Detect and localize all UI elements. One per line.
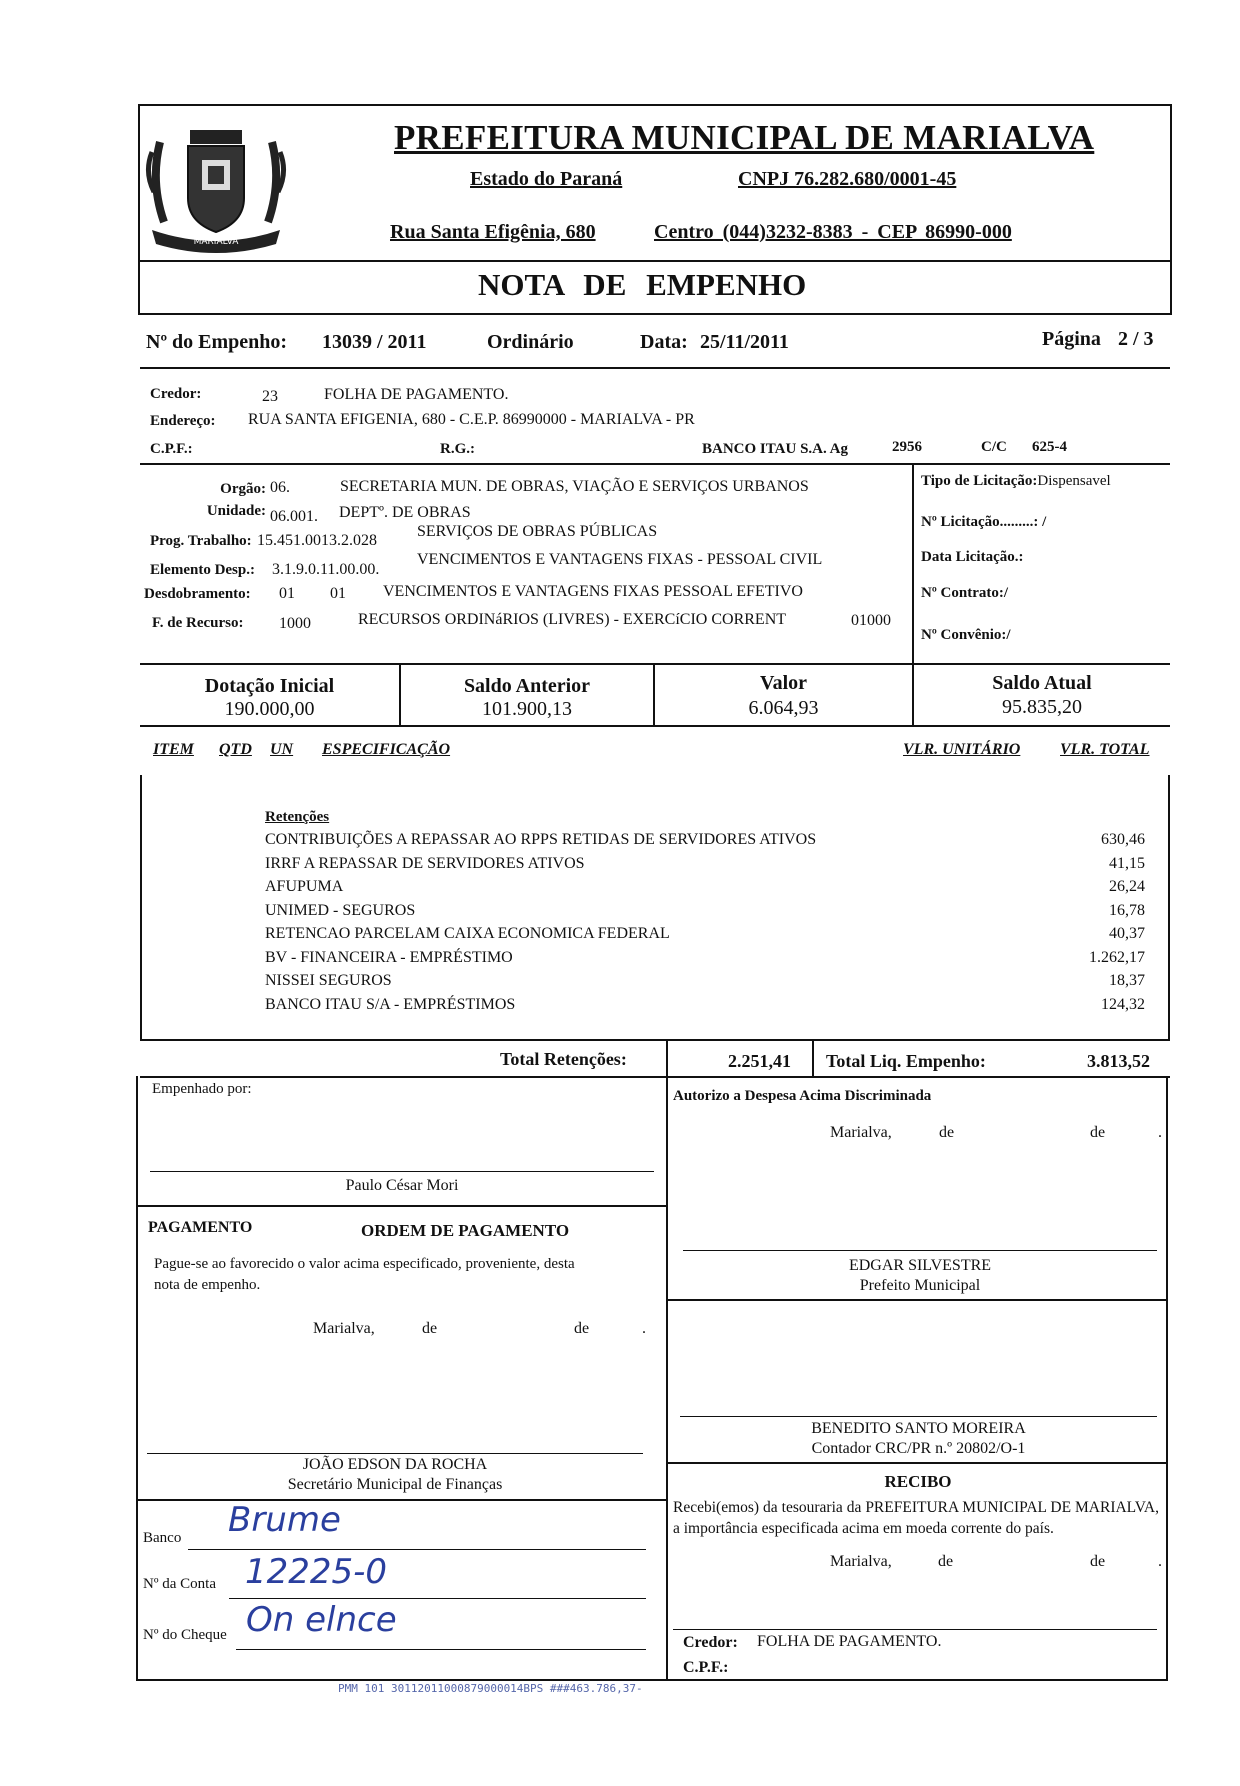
retencao-valor: 18,37 xyxy=(1109,972,1145,989)
col-qtd: QTD xyxy=(219,741,252,758)
credor-name: FOLHA DE PAGAMENTO. xyxy=(324,386,509,403)
total-liquido-value: 3.813,52 xyxy=(1087,1051,1150,1071)
col-un: UN xyxy=(270,741,294,758)
unidade-name: DEPTº. DE OBRAS xyxy=(339,504,471,521)
list-item xyxy=(265,828,1145,852)
retencao-desc: UNIMED - SEGUROS xyxy=(265,901,416,919)
recurso-code2: 01000 xyxy=(851,612,891,629)
pagamento-label: PAGAMENTO xyxy=(148,1219,253,1236)
recurso-label: F. de Recurso: xyxy=(152,615,244,631)
recurso-name: RECURSOS ORDINáRIOS (LIVRES) - EXERCíCIO CORRENT xyxy=(358,611,787,628)
saldo-atual-label: Saldo Atual xyxy=(992,672,1092,694)
contrato: Nº Contrato:/ xyxy=(921,585,1009,601)
empenhado-label: Empenhado por: xyxy=(152,1081,252,1097)
total-retencoes-value: 2.251,41 xyxy=(728,1051,791,1071)
banco-handwritten: Brume xyxy=(228,1500,341,1540)
conta-label: Nº da Conta xyxy=(143,1576,216,1592)
cc-value: 625-4 xyxy=(1032,439,1067,455)
autorizo-cidade: Marialva, xyxy=(830,1124,892,1141)
empenho-number: 13039 / 2011 xyxy=(322,331,427,353)
orgao-name: SECRETARIA MUN. DE OBRAS, VIAÇÃO E SERVIÇOS URBANOS xyxy=(340,478,809,495)
retencao-valor: 41,15 xyxy=(1109,854,1145,872)
bank-agency: 2956 xyxy=(892,439,922,455)
pagamento-texto1: Pague-se ao favorecido o valor acima especificado, proveniente, desta xyxy=(154,1256,575,1272)
pagamento-cidade: Marialva, xyxy=(313,1320,375,1337)
pagamento-ponto: . xyxy=(642,1320,646,1337)
recibo-de2: de xyxy=(1090,1553,1106,1570)
recibo-credor-label: Credor: xyxy=(683,1634,738,1651)
pagamento-de1: de xyxy=(422,1320,438,1337)
recibo-title: RECIBO xyxy=(884,1472,952,1491)
cpf-label: C.P.F.: xyxy=(150,441,193,457)
licitacao-type xyxy=(921,473,1111,490)
convenio: Nº Convênio:/ xyxy=(921,627,1011,643)
page-title: PREFEITURA MUNICIPAL DE MARIALVA xyxy=(394,118,1095,157)
autorizo-de1: de xyxy=(939,1124,955,1141)
prog-label: Prog. Trabalho: xyxy=(150,533,252,549)
banco-label: Banco xyxy=(143,1530,182,1546)
credor-code: 23 xyxy=(262,388,278,405)
credor-label: Credor: xyxy=(150,386,202,402)
secretario-cargo: Secretário Municipal de Finanças xyxy=(287,1476,503,1493)
col-vlr-total: VLR. TOTAL xyxy=(1060,741,1150,758)
retencao-valor: 16,78 xyxy=(1109,901,1145,919)
list-item xyxy=(265,946,1145,970)
bank-name: BANCO ITAU S.A. Ag xyxy=(702,441,848,457)
empenho-type: Ordinário xyxy=(487,331,574,353)
autorizo-label: Autorizo a Despesa Acima Discriminada xyxy=(673,1088,932,1104)
address: Rua Santa Efigênia, 680 xyxy=(390,221,596,243)
list-item xyxy=(265,969,1145,993)
dotacao-label: Dotação Inicial xyxy=(204,675,335,697)
saldo-anterior-label: Saldo Anterior xyxy=(463,675,591,697)
retencoes-title: Retenções xyxy=(265,809,330,825)
contador-nome: BENEDITO SANTO MOREIRA xyxy=(811,1420,1026,1437)
recibo-texto: Recebi(emos) da tesouraria da PREFEITURA MUNICIPAL DE MARIALVA, a importância especificada acima em moeda corrente do país. xyxy=(673,1499,1159,1537)
saldo-anterior-value: 101.900,13 xyxy=(482,698,572,720)
prog-name: SERVIÇOS DE OBRAS PÚBLICAS xyxy=(417,523,658,540)
total-liquido-label: Total Liq. Empenho: xyxy=(826,1051,986,1071)
retencao-valor: 1.262,17 xyxy=(1089,948,1145,966)
retencao-valor: 26,24 xyxy=(1109,878,1145,895)
list-item xyxy=(265,852,1145,876)
svg-text:MARIALVA: MARIALVA xyxy=(193,237,239,247)
licitacao-type-value: Dispensavel xyxy=(1037,473,1111,489)
secretario-nome: JOÃO EDSON DA ROCHA xyxy=(302,1456,488,1473)
empenhado-nome: Paulo César Mori xyxy=(345,1177,459,1194)
prefeito-nome: EDGAR SILVESTRE xyxy=(848,1257,992,1274)
footer-code: PMM 101 30112011000879000014BPS ###463.786,37- xyxy=(338,1682,643,1695)
endereco-value: RUA SANTA EFIGENIA, 680 - C.E.P. 86990000 - MARIALVA - PR xyxy=(248,411,695,428)
total-retencoes-label: Total Retenções: xyxy=(500,1049,627,1069)
contador-cargo: Contador CRC/PR n.º 20802/O-1 xyxy=(811,1440,1026,1457)
cnpj: CNPJ 76.282.680/0001-45 xyxy=(738,168,957,190)
recibo-cpf-label: C.P.F.: xyxy=(683,1659,729,1676)
recibo-cidade: Marialva, xyxy=(830,1553,892,1570)
contact: Centro (044)3232-8383 - CEP 86990-000 xyxy=(654,221,1012,243)
cheque-label: Nº do Cheque xyxy=(143,1627,227,1643)
list-item xyxy=(265,922,1145,946)
retencao-desc: RETENCAO PARCELAM CAIXA ECONOMICA FEDERAL xyxy=(265,925,670,942)
unidade-label: Unidade: xyxy=(206,503,266,519)
retencao-desc: NISSEI SEGUROS xyxy=(265,972,392,989)
valor-value: 6.064,93 xyxy=(748,697,819,719)
saldo-atual-value: 95.835,20 xyxy=(1002,696,1082,718)
endereco-label: Endereço: xyxy=(150,413,216,429)
document-title: NOTA DE EMPENHO xyxy=(478,267,807,302)
recibo-credor-value: FOLHA DE PAGAMENTO. xyxy=(757,1633,942,1650)
autorizo-ponto: . xyxy=(1158,1124,1162,1141)
recibo-de1: de xyxy=(938,1553,954,1570)
elemento-name: VENCIMENTOS E VANTAGENS FIXAS - PESSOAL CIVIL xyxy=(417,551,823,568)
retencao-desc: CONTRIBUIÇÕES A REPASSAR AO RPPS RETIDAS DE SERVIDORES ATIVOS xyxy=(265,831,817,848)
page-number: 2 / 3 xyxy=(1118,328,1154,350)
list-item xyxy=(265,875,1145,899)
elemento-label: Elemento Desp.: xyxy=(150,562,255,578)
desdobramento-name: VENCIMENTOS E VANTAGENS FIXAS PESSOAL EFETIVO xyxy=(383,583,803,600)
orgao-label: Orgão: xyxy=(220,481,266,497)
autorizo-de2: de xyxy=(1090,1124,1106,1141)
retencao-desc: BANCO ITAU S/A - EMPRÉSTIMOS xyxy=(265,995,516,1013)
list-item xyxy=(265,993,1145,1017)
licitacao-type-label: Tipo de Licitação: xyxy=(921,473,1038,489)
retencao-desc: BV - FINANCEIRA - EMPRÉSTIMO xyxy=(265,948,513,966)
col-item: ITEM xyxy=(153,741,194,758)
conta-handwritten: 12225-0 xyxy=(245,1552,388,1592)
coat-of-arms-logo xyxy=(142,112,290,260)
cheque-handwritten: On elnce xyxy=(246,1600,397,1640)
col-vlr-unitario: VLR. UNITÁRIO xyxy=(903,741,1021,758)
pagamento-texto2: nota de empenho. xyxy=(154,1277,261,1293)
retencoes-list xyxy=(265,828,1145,1016)
valor-label: Valor xyxy=(759,672,808,694)
licitacao-date: Data Licitação.: xyxy=(921,549,1024,565)
desdobramento-code2: 01 xyxy=(330,585,346,602)
list-item xyxy=(265,899,1145,923)
cc-label: C/C xyxy=(981,439,1007,455)
licitacao-number: Nº Licitação.........: / xyxy=(921,514,1047,530)
unidade-code: 06.001. xyxy=(270,508,318,525)
page-label: Página xyxy=(1042,328,1101,350)
col-especificacao: ESPECIFICAÇÃO xyxy=(322,741,451,758)
pagamento-de2: de xyxy=(574,1320,590,1337)
date-value: 25/11/2011 xyxy=(700,331,789,353)
recibo-ponto: . xyxy=(1158,1553,1162,1570)
estado: Estado do Paraná xyxy=(470,168,623,190)
empenho-number-label: Nº do Empenho: xyxy=(146,331,288,353)
rg-label: R.G.: xyxy=(440,441,475,457)
retencao-desc: AFUPUMA xyxy=(265,878,344,895)
retencao-valor: 124,32 xyxy=(1101,995,1145,1013)
orgao-code: 06. xyxy=(270,479,290,496)
desdobramento-code1: 01 xyxy=(279,585,295,602)
desdobramento-label: Desdobramento: xyxy=(144,586,251,602)
elemento-code: 3.1.9.0.11.00.00. xyxy=(272,561,380,578)
retencao-desc: IRRF A REPASSAR DE SERVIDORES ATIVOS xyxy=(265,854,585,872)
dotacao-value: 190.000,00 xyxy=(224,698,315,720)
prog-code: 15.451.0013.2.028 xyxy=(257,532,377,549)
ordem-pagamento-label: ORDEM DE PAGAMENTO xyxy=(361,1221,570,1240)
retencao-valor: 630,46 xyxy=(1101,831,1145,848)
recurso-code: 1000 xyxy=(279,615,311,632)
retencao-valor: 40,37 xyxy=(1109,925,1145,942)
prefeito-cargo: Prefeito Municipal xyxy=(859,1277,981,1294)
date-label: Data: xyxy=(640,331,688,353)
